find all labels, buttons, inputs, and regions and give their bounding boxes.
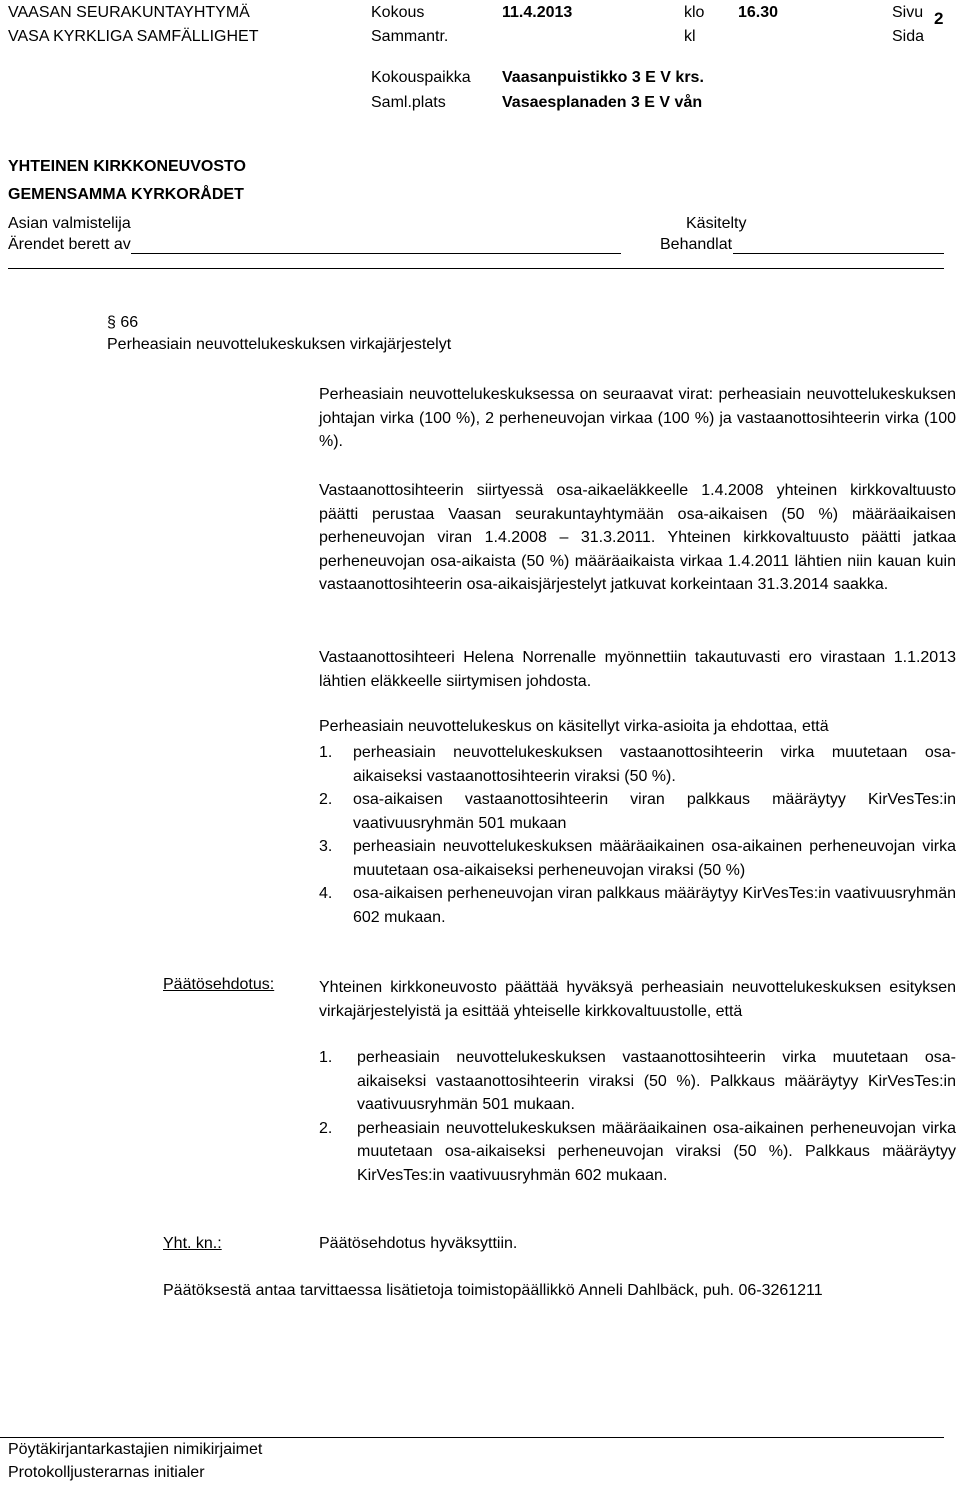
list-item — [319, 788, 956, 835]
body-title-sv: GEMENSAMMA KYRKORÅDET — [8, 186, 244, 203]
footer-initials-fi: Pöytäkirjantarkastajien nimikirjaimet — [8, 1441, 263, 1458]
place-label-sv: Saml.plats — [371, 94, 446, 111]
page-label-sv: Sida — [892, 28, 925, 45]
meeting-time: 16.30 — [738, 4, 779, 21]
handled-label-fi: Käsitelty — [686, 215, 747, 232]
preparer-label-sv: Ärendet berett av — [8, 236, 131, 253]
paragraph-history: Vastaanottosihteerin siirtyessä osa-aikaeläkkeelle 1.4.2008 yhteinen kirkkovaltuusto päätti perustaa Vaasan seurakuntayhtymään osa-aikaisen (50 %) määräaikaisen perheneuvojan viran 1.4.2008 – 31.3.2011. Yhteinen kirkkovaltuusto päätti jatkaa perheneuvojan osa-aikaista (50 %) määräaikaista virkaa 1.4.2011 lähtien niin kauan kuin vastaanottosihteerin osa-aikaisjärjestelyt jatkuvat korkeintaan 31.3.2014 saakka. — [319, 482, 956, 593]
place-sv: Vasaesplanaden 3 E V vån — [502, 94, 703, 111]
list-item-text: perheasiain neuvottelukeskuksen vastaanottosihteerin virka muutetaan osa-aikaiseksi vastaanottosihteerin viraksi (50 %). — [353, 744, 956, 785]
meeting-label-fi: Kokous — [371, 4, 425, 21]
list-item-number: 2. — [319, 791, 333, 808]
list-item-text: perheasiain neuvottelukeskuksen määräaikainen osa-aikainen perheneuvojan virka muutetaan osa-aikaiseksi perheneuvojan viraksi (50 %) — [353, 838, 956, 879]
decision-proposal-label: Päätösehdotus: — [163, 976, 275, 993]
list-item-text: osa-aikaisen vastaanottosihteerin viran palkkaus määräytyy KirVesTes:in vaativuusryhmän 501 mukaan — [353, 791, 956, 832]
footer-divider — [0, 1437, 944, 1438]
list-item — [319, 741, 956, 788]
time-label-sv: kl — [684, 28, 696, 45]
meeting-label-sv: Sammantr. — [371, 28, 449, 45]
contact-note: Päätöksestä antaa tarvittaessa lisätietoja toimistopäällikkö Anneli Dahlbäck, puh. 06-3261211 — [163, 1282, 823, 1299]
list-item — [319, 1046, 956, 1117]
list-item-number: 4. — [319, 885, 333, 902]
org-name-sv: VASA KYRKLIGA SAMFÄLLIGHET — [8, 28, 259, 45]
list-item — [319, 882, 956, 929]
page-label-fi: Sivu — [892, 4, 924, 21]
list-item — [319, 1117, 956, 1188]
list-item-number: 1. — [319, 1049, 333, 1066]
header-divider — [8, 268, 944, 269]
footer-initials-sv: Protokolljusterarnas initialer — [8, 1464, 205, 1481]
paragraph-proposal-intro: Perheasiain neuvottelukeskus on käsitellyt virka-asioita ja ehdottaa, että — [319, 718, 829, 735]
meeting-date: 11.4.2013 — [502, 4, 573, 21]
handled-signature-line — [733, 253, 944, 254]
list-item — [319, 835, 956, 882]
time-label-fi: klo — [684, 4, 705, 21]
org-name-fi: VAASAN SEURAKUNTAYHTYMÄ — [8, 4, 250, 21]
section-number: § 66 — [107, 314, 139, 331]
list-item-text: perheasiain neuvottelukeskuksen vastaanottosihteerin virka muutetaan osa-aikaiseksi vastaanottosihteerin viraksi (50 %). Palkkaus määräytyy KirVesTes:in vaativuusryhmän 501 mukaan. — [357, 1049, 956, 1113]
decision-label: Yht. kn.: — [163, 1235, 222, 1252]
body-title-fi: YHTEINEN KIRKKONEUVOSTO — [8, 158, 246, 175]
paragraph-positions: Perheasiain neuvottelukeskuksessa on seuraavat virat: perheasiain neuvottelukeskuksen johtajan virka (100 %), 2 perheneuvojan virkaa (100 %) ja vastaanottosihteerin virka (100 %). — [319, 386, 956, 450]
list-item-text: osa-aikaisen perheneuvojan viran palkkaus määräytyy KirVesTes:in vaativuusryhmän 602 mukaan. — [353, 885, 956, 926]
section-title: Perheasiain neuvottelukeskuksen virkajärjestelyt — [107, 336, 452, 353]
proposal-list — [319, 741, 956, 929]
handled-label-sv: Behandlat — [660, 236, 733, 253]
paragraph-resignation: Vastaanottosihteeri Helena Norrenalle myönnettiin takautuvasti ero virastaan 1.1.2013 lähtien eläkkeelle siirtymisen johdosta. — [319, 649, 956, 690]
list-item-number: 1. — [319, 744, 333, 761]
preparer-signature-line — [131, 253, 621, 254]
place-label-fi: Kokouspaikka — [371, 69, 471, 86]
preparer-label-fi: Asian valmistelija — [8, 215, 131, 232]
decision-text: Päätösehdotus hyväksyttiin. — [319, 1235, 518, 1252]
place-fi: Vaasanpuistikko 3 E V krs. — [502, 69, 704, 86]
decision-proposal-intro: Yhteinen kirkkoneuvosto päättää hyväksyä perheasiain neuvottelukeskuksen esityksen virkajärjestelyistä ja esittää yhteiselle kirkkovaltuustolle, että — [319, 979, 956, 1020]
list-item-number: 3. — [319, 838, 333, 855]
list-item-number: 2. — [319, 1119, 333, 1137]
decision-proposal-list — [319, 1046, 956, 1187]
page-number: 2 — [934, 9, 944, 28]
list-item-text: perheasiain neuvottelukeskuksen määräaikainen osa-aikainen perheneuvojan virka muutetaan osa-aikaiseksi perheneuvojan viraksi (50 %). Palkkaus määräytyy KirVesTes:in vaativuusryhmän 602 mukaan. — [357, 1119, 956, 1184]
